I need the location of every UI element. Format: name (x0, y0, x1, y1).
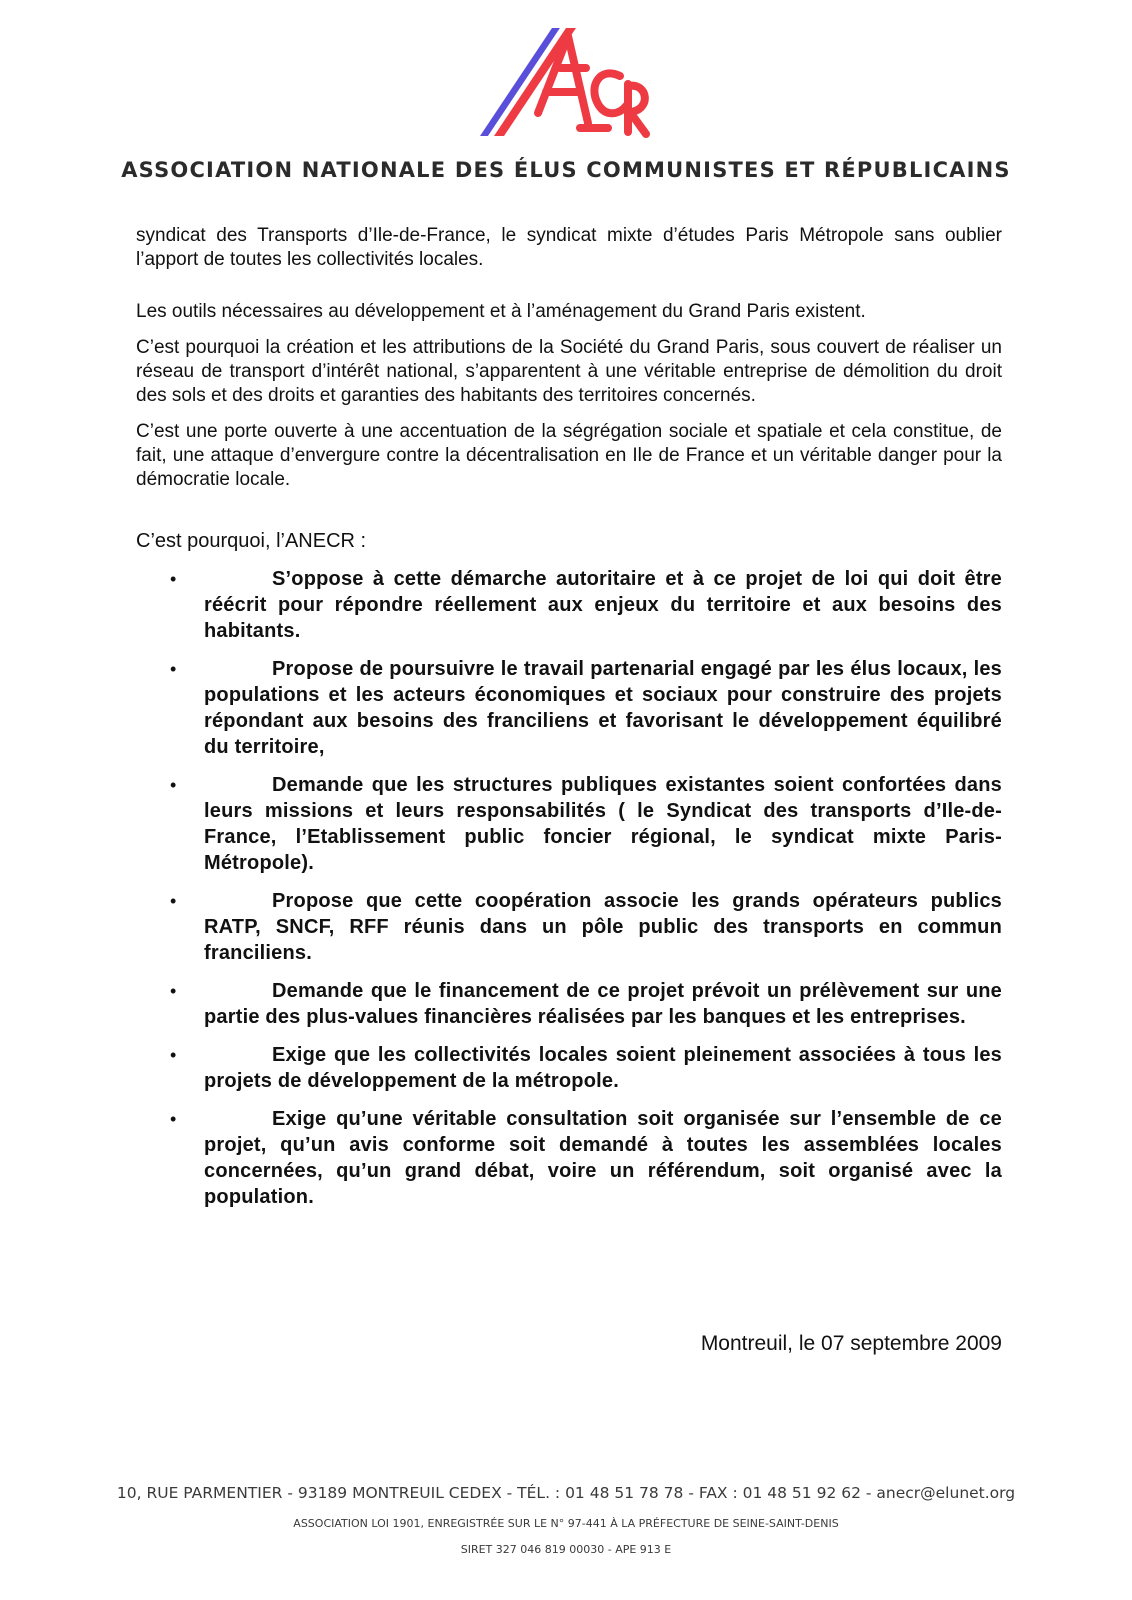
list-item (136, 566, 1002, 644)
letter-body (136, 224, 1002, 1222)
bullet-icon: • (170, 981, 177, 1001)
footer-address: 10, RUE PARMENTIER - 93189 MONTREUIL CEDEX - TÉL. : 01 48 51 78 78 - FAX : 01 48 51 92 62 - anecr@elunet.org (116, 1484, 1016, 1502)
list-item-text: Exige qu’une véritable consultation soit organisée sur l’ensemble de ce projet, qu’un avis conforme soit demandé à toutes les assemblées locales concernées, qu’un grand débat, voire un référendum, soit organisé avec la population. (204, 1108, 1002, 1208)
list-item-text: Propose de poursuivre le travail partenarial engagé par les élus locaux, les populations et les acteurs économiques et sociaux pour construire des projets répondant aux besoins des franciliens et favorisant le développement équilibré du territoire, (204, 658, 1002, 758)
list-item-text: Demande que le financement de ce projet prévoit un prélèvement sur une partie des plus-values financières réalisées par les banques et les entreprises. (204, 980, 1002, 1028)
bullet-icon: • (170, 891, 177, 911)
list-item (136, 656, 1002, 760)
list-item-text: Propose que cette coopération associe les grands opérateurs publics RATP, SNCF, RFF réunis dans un pôle public des transports en commun franciliens. (204, 890, 1002, 964)
list-item (136, 978, 1002, 1030)
paragraph: C’est pourquoi la création et les attributions de la Société du Grand Paris, sous couvert de réaliser un réseau de transport d’intérêt national, s’apparentent à une véritable entreprise de démolition du droit des sols et des droits et garanties des habitants des territoires concernés. (136, 337, 1002, 406)
bullet-icon: • (170, 775, 177, 795)
list-item (136, 888, 1002, 966)
paragraph: C’est une porte ouverte à une accentuation de la ségrégation sociale et spatiale et cela constitue, de fait, une attaque d’envergure contre la décentralisation en Ile de France et un véritable danger pour la démocratie locale. (136, 421, 1002, 490)
list-item (136, 1042, 1002, 1094)
resolutions-list (136, 566, 1002, 1210)
paragraph: Les outils nécessaires au développement et à l’aménagement du Grand Paris existent. (136, 301, 866, 322)
organization-name: ASSOCIATION NATIONALE DES ÉLUS COMMUNISTES ET RÉPUBLICAINS (121, 158, 1011, 182)
list-item-text: Demande que les structures publiques existantes soient confortées dans leurs missions et leurs responsabilités ( le Syndicat des transports d’Ile-de-France, l’Etablissement public foncier régional, le syndicat mixte Paris-Métropole). (204, 774, 1002, 874)
bullet-icon: • (170, 1109, 177, 1129)
bullet-icon: • (170, 659, 177, 679)
list-item-text: S’oppose à cette démarche autoritaire et à ce projet de loi qui doit être réécrit pour répondre réellement aux enjeux du territoire et aux besoins des habitants. (204, 568, 1002, 642)
list-item-text: Exige que les collectivités locales soient pleinement associées à tous les projets de développement de la métropole. (204, 1044, 1002, 1092)
date-line: Montreuil, le 07 septembre 2009 (700, 1332, 1002, 1355)
bullet-icon: • (170, 1045, 177, 1065)
list-item (136, 772, 1002, 876)
footer-registration: ASSOCIATION LOI 1901, ENREGISTRÉE SUR LE N° 97-441 À LA PRÉFECTURE DE SEINE-SAINT-DENIS (293, 1517, 839, 1530)
paragraph: syndicat des Transports d’Ile-de-France, le syndicat mixte d’études Paris Métropole sans oublier l’apport de toutes les collectivités locales. (136, 225, 1002, 270)
anecr-logo (480, 28, 650, 143)
bullet-icon: • (170, 569, 177, 589)
list-item (136, 1106, 1002, 1210)
resolutions-lead: C’est pourquoi, l’ANECR : (136, 530, 367, 552)
footer-siret: SIRET 327 046 819 00030 - APE 913 E (460, 1543, 672, 1556)
